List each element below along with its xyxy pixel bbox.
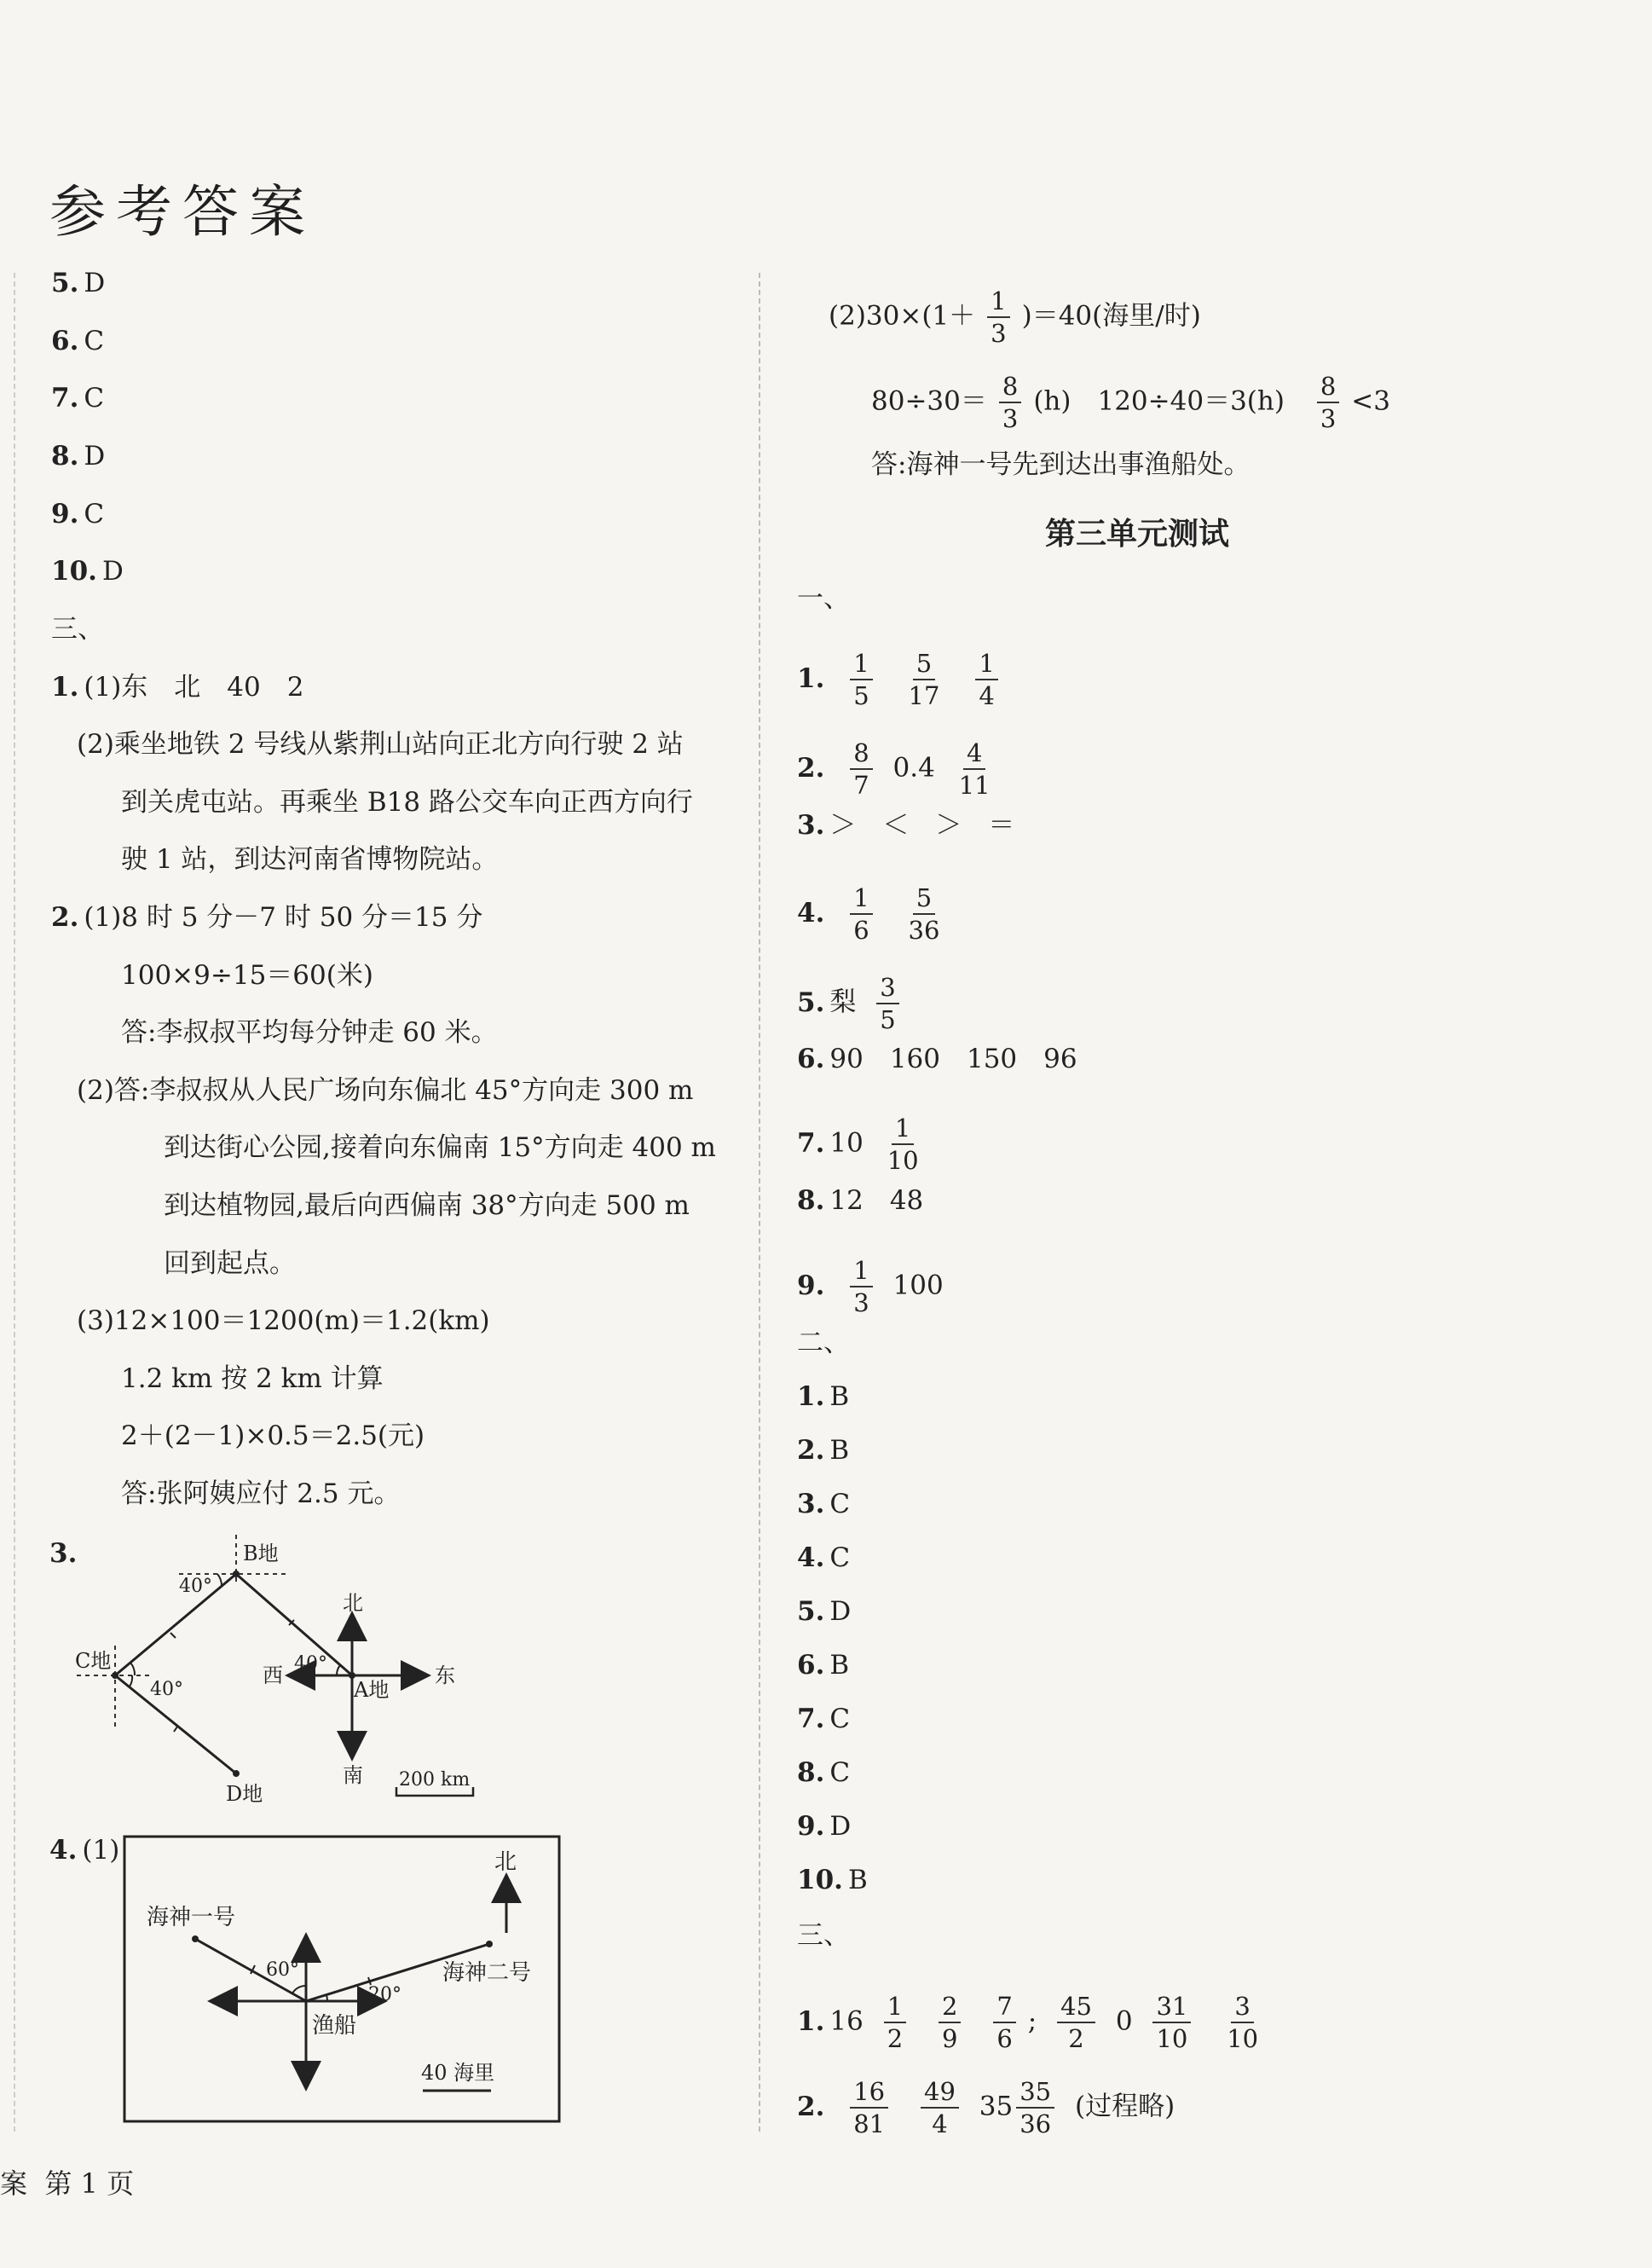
answer-line: 6. C — [51, 326, 105, 356]
label-east: 东 — [435, 1663, 455, 1687]
fraction: $\frac{4}{11}$ — [958, 738, 991, 800]
fraction: $\frac{1}{6}$ — [850, 882, 872, 946]
label-north: 北 — [343, 1591, 363, 1615]
scale-label: 200 km — [399, 1769, 471, 1791]
answer-line: 3. C — [797, 1489, 851, 1519]
question-number: 4. (1) — [49, 1835, 120, 1866]
label-angle-20: 20° — [368, 1984, 401, 2005]
answer-line: 1. (1)东 北 40 2 — [51, 672, 304, 703]
answer-line: 8. D — [51, 441, 106, 472]
answer-line: 8. C — [797, 1757, 851, 1788]
fraction: $\frac{45}{2}$ — [1057, 1991, 1095, 2054]
answer-line: 2. (1)8 时 5 分－7 时 50 分＝15 分 — [51, 902, 483, 933]
fraction: $\frac{8}{3}$ — [999, 371, 1021, 434]
answer-line: 6. 90 160 150 96 — [797, 1044, 1077, 1074]
answer-line: (2)30×(1＋ $\frac{1}{3}$ )＝40(海里/时) — [829, 286, 1201, 348]
label-b: B地 — [243, 1542, 279, 1565]
fraction: $\frac{5}{36}$ — [908, 883, 940, 945]
page-title: 参考答案 — [49, 179, 315, 245]
answer-line: 驶 1 站，到达河南省博物院站。 — [121, 844, 499, 875]
label-ship2: 海神二号 — [442, 1960, 532, 1986]
answer-line: 2＋(2－1)×0.5＝2.5(元) — [121, 1420, 425, 1451]
answer-line: 1. 16 $\frac{1}{2}$ $\frac{2}{9}$ $\frac{7}{6}$ ; $\frac{45}{2}$ 0 $\frac{31}{10}$ $\frac{3}{10}$ — [797, 1991, 1274, 2054]
answer-line: 10. B — [797, 1865, 868, 1895]
label-angle-a: 40° — [294, 1653, 327, 1675]
answer-line: 7. C — [51, 383, 105, 414]
label-north: 北 — [494, 1849, 517, 1875]
answer-line: 2. B — [797, 1435, 850, 1466]
fraction: $\frac{31}{10}$ — [1152, 1991, 1191, 2054]
answer-line: 答:海神一号先到达出事渔船处。 — [871, 449, 1251, 480]
answer-line: 6. B — [797, 1650, 850, 1681]
label-ship1: 海神一号 — [147, 1905, 236, 1930]
section-heading: 第三单元测试 — [1045, 517, 1230, 552]
answer-line: 回到起点。 — [164, 1248, 296, 1279]
section-label: 二、 — [797, 1328, 850, 1358]
answer-line: 4. C — [797, 1542, 851, 1573]
section-label: 三、 — [797, 1920, 850, 1951]
answer-line: 5. D — [51, 268, 106, 298]
answer-line: 2. $\frac{16}{81}$ $\frac{49}{4}$ 35 $\frac{35}{36}$ (过程略) — [797, 2077, 1175, 2138]
answer-line: 到达植物园,最后向西偏南 38°方向走 500 m — [164, 1190, 690, 1221]
label-d: D地 — [226, 1782, 263, 1806]
label-angle-c: 40° — [150, 1679, 183, 1700]
answer-line: 100×9÷15＝60(米) — [121, 960, 373, 991]
fraction: $\frac{1}{3}$ — [850, 1255, 872, 1318]
page-edge — [14, 273, 15, 2132]
answer-line: 3. ＞ ＜ ＞ ＝ — [797, 810, 1015, 841]
question-number: 3. — [49, 1538, 78, 1569]
page-footer: 案 第 1 页 — [0, 2167, 135, 2200]
answer-line: 答:李叔叔平均每分钟走 60 米。 — [121, 1017, 498, 1048]
answer-line: 1.2 km 按 2 km 计算 — [121, 1363, 384, 1394]
fraction: $\frac{3}{5}$ — [876, 972, 898, 1035]
section-label: 三、 — [51, 614, 104, 645]
answer-line: (2)乘坐地铁 2 号线从紫荆山站向正北方向行驶 2 站 — [77, 729, 684, 760]
answer-line: 2. $\frac{8}{7}$ 0.4 $\frac{4}{11}$ — [797, 738, 1006, 801]
label-angle-b: 40° — [179, 1576, 212, 1597]
answer-line: 1. $\frac{1}{5}$ $\frac{5}{17}$ $\frac{1}{4}$ — [797, 648, 1010, 711]
answer-line: 7. 10 $\frac{1}{10}$ — [797, 1113, 934, 1176]
ship-diagram — [123, 1835, 563, 2125]
fraction: $\frac{49}{4}$ — [921, 2076, 959, 2139]
fraction: $\frac{2}{9}$ — [939, 1991, 961, 2054]
fraction: $\frac{7}{6}$ — [993, 1991, 1015, 2054]
answer-line: 5. D — [797, 1596, 852, 1627]
fraction: $\frac{1}{3}$ — [987, 286, 1009, 349]
fraction: $\frac{35}{36}$ — [1016, 2076, 1054, 2139]
answer-line: 到达街心公园,接着向东偏南 15°方向走 400 m — [164, 1132, 716, 1163]
label-a: A地 — [354, 1678, 390, 1702]
points — [192, 1935, 493, 1947]
answer-line: 9. $\frac{1}{3}$ 100 — [797, 1256, 944, 1317]
answer-line: 4. $\frac{1}{6}$ $\frac{5}{36}$ — [797, 882, 955, 946]
fraction: $\frac{1}{4}$ — [975, 648, 997, 711]
fraction: $\frac{1}{5}$ — [850, 648, 872, 711]
answer-line: 10. D — [51, 556, 124, 587]
fraction: $\frac{8}{7}$ — [850, 738, 872, 801]
label-c: C地 — [75, 1649, 112, 1673]
answer-line: 1. B — [797, 1381, 850, 1412]
direction-diagram — [60, 1526, 503, 1816]
fraction: $\frac{16}{81}$ — [850, 2076, 888, 2139]
answer-line: (3)12×100＝1200(m)＝1.2(km) — [77, 1305, 490, 1336]
label-south: 南 — [343, 1763, 363, 1787]
answer-line: 到关虎屯站。再乘坐 B18 路公交车向正西方向行 — [121, 787, 693, 818]
fraction: $\frac{5}{17}$ — [908, 649, 940, 710]
fraction: $\frac{1}{2}$ — [884, 1991, 906, 2054]
section-label: 一、 — [797, 583, 850, 614]
answer-line: 9. D — [797, 1811, 852, 1842]
answer-line: 9. C — [51, 499, 105, 529]
label-west: 西 — [263, 1663, 283, 1687]
answer-line: 答:张阿姨应付 2.5 元。 — [121, 1478, 401, 1509]
answer-line: 5. 梨 $\frac{3}{5}$ — [797, 972, 911, 1035]
fraction: $\frac{3}{10}$ — [1227, 1992, 1259, 2053]
answer-line: (2)答:李叔叔从人民广场向东偏北 45°方向走 300 m — [77, 1075, 694, 1106]
answer-line: 80÷30＝ $\frac{8}{3}$ (h) 120÷40＝3(h) $\frac{8}{3}$ <3 — [871, 372, 1390, 433]
label-boat: 渔船 — [312, 2013, 357, 2039]
answer-line: 8. 12 48 — [797, 1185, 924, 1216]
answer-line: 7. C — [797, 1704, 851, 1734]
scale-label: 40 海里 — [421, 2061, 495, 2085]
label-angle-60: 60° — [266, 1959, 299, 1981]
fraction: $\frac{1}{10}$ — [887, 1114, 919, 1175]
fraction: $\frac{8}{3}$ — [1317, 371, 1339, 434]
column-divider — [759, 273, 760, 2132]
